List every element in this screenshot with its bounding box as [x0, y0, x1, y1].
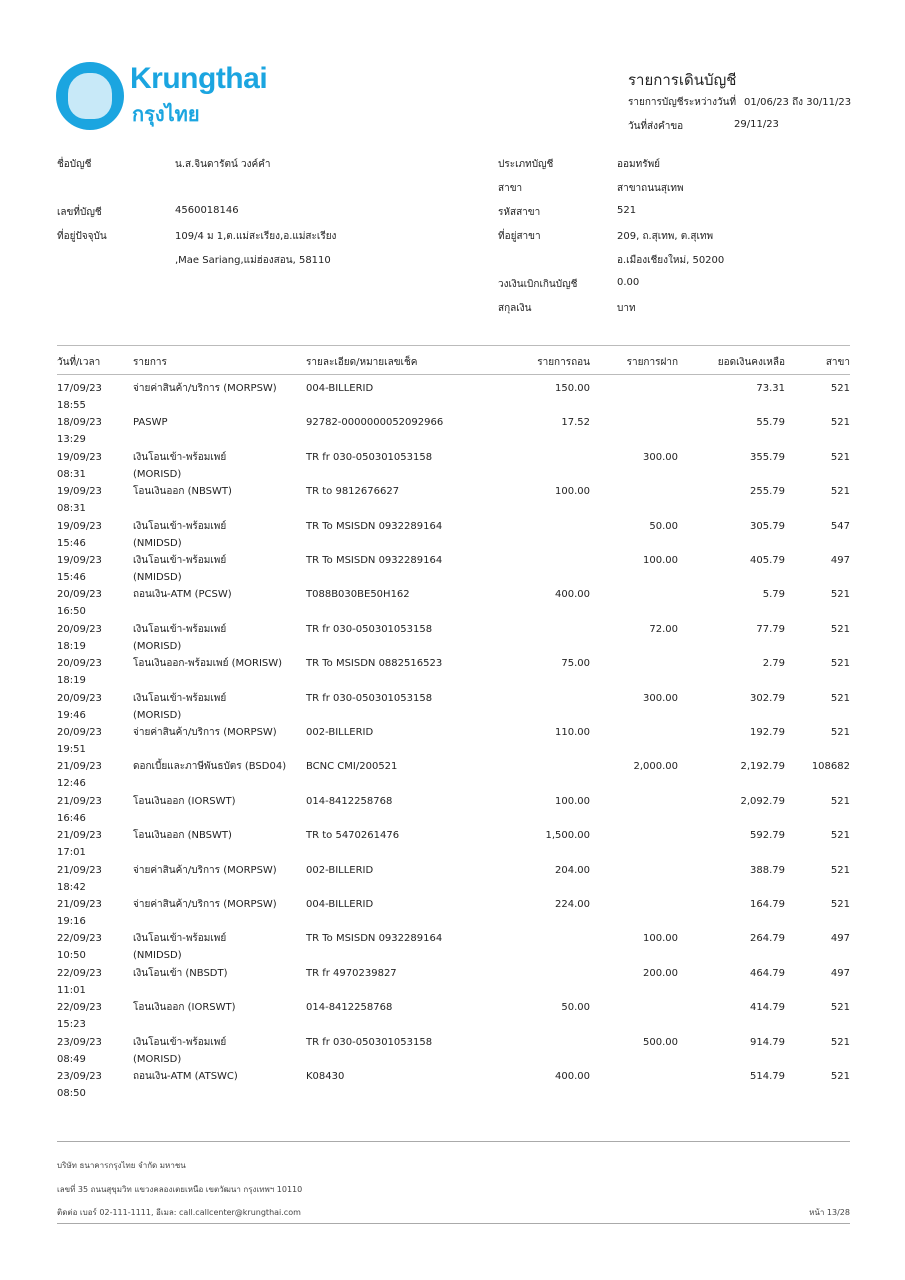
row-detail: TR to 9812676627	[306, 486, 400, 498]
row-detail: TR fr 4970239827	[306, 967, 397, 979]
row-description: โอนเงินออก (IORSWT)	[133, 795, 236, 807]
request-date-value: 29/11/23	[734, 119, 779, 130]
row-detail: T088B030BE50H162	[306, 589, 410, 601]
row-branch: 497	[830, 933, 850, 945]
table-row	[57, 999, 850, 1033]
row-date: 19/09/23	[57, 520, 102, 532]
row-branch: 521	[830, 383, 850, 394]
row-balance: 77.79	[756, 623, 785, 635]
row-balance: 305.79	[750, 520, 785, 532]
row-detail: BCNC CMI/200521	[306, 761, 398, 773]
row-branch: 521	[830, 692, 850, 704]
table-row	[57, 793, 850, 827]
row-description-code: (NMIDSD)	[133, 537, 182, 549]
page-number: หน้า 13/28	[809, 1208, 850, 1217]
footer-address: เลขที่ 35 ถนนสุขุมวิท แขวงคลองเตยเหนือ เขตวัฒนา กรุงเทพฯ 10110	[57, 1185, 303, 1194]
row-withdraw: 100.00	[555, 486, 590, 498]
row-description-code: (MORISD)	[133, 1053, 182, 1065]
row-branch: 521	[830, 658, 850, 670]
row-time: 19:51	[57, 744, 86, 755]
table-row	[57, 1034, 850, 1068]
branch-code: 521	[617, 205, 637, 216]
row-time: 16:46	[57, 812, 86, 824]
row-description: เงินโอนเข้า-พร้อมเพย์	[133, 451, 227, 463]
row-branch: 521	[830, 795, 850, 807]
branch-code-label: รหัสสาขา	[498, 207, 541, 218]
row-time: 10:50	[57, 950, 86, 962]
row-description: PASWP	[133, 417, 168, 429]
row-detail: TR to 5470261476	[306, 830, 400, 842]
table-row	[57, 758, 850, 792]
row-description: จ่ายค่าสินค้า/บริการ (MORPSW)	[133, 727, 277, 738]
brand-name-en: Krungthai	[130, 62, 268, 95]
row-withdraw: 110.00	[555, 727, 590, 738]
row-withdraw: 100.00	[555, 795, 590, 807]
row-time: 17:01	[57, 847, 86, 859]
row-deposit: 100.00	[643, 555, 678, 566]
row-date: 18/09/23	[57, 417, 102, 429]
row-branch: 521	[830, 864, 850, 876]
row-date: 23/09/23	[57, 1036, 102, 1048]
account-type-label: ประเภทบัญชี	[498, 159, 554, 170]
row-balance: 2,192.79	[740, 761, 785, 773]
row-withdraw: 204.00	[555, 864, 590, 876]
row-branch: 521	[830, 451, 850, 463]
row-time: 19:46	[57, 709, 86, 721]
row-time: 18:42	[57, 881, 86, 893]
row-description: เงินโอนเข้า-พร้อมเพย์	[133, 1036, 227, 1048]
request-date-label: วันที่ส่งคำขอ	[628, 121, 684, 132]
row-description-code: (NMIDSD)	[133, 572, 182, 583]
header-desc: รายการ	[133, 357, 167, 368]
currency-label: สกุลเงิน	[498, 303, 532, 314]
row-branch: 108682	[811, 761, 850, 773]
row-detail: TR fr 030-050301053158	[306, 692, 433, 704]
row-time: 12:46	[57, 778, 86, 790]
row-date: 20/09/23	[57, 658, 102, 670]
row-deposit: 2,000.00	[633, 761, 678, 773]
row-time: 18:19	[57, 640, 86, 652]
row-description: ถอนเงิน-ATM (PCSW)	[133, 589, 232, 601]
row-description-code: (MORISD)	[133, 468, 182, 480]
row-time: 08:49	[57, 1053, 86, 1065]
row-time: 15:23	[57, 1019, 86, 1031]
row-date: 22/09/23	[57, 1002, 102, 1014]
footer-contact: ติดต่อ เบอร์ 02-111-1111, อีเมล: call.callcenter@krungthai.com	[57, 1208, 301, 1217]
row-branch: 521	[830, 417, 850, 429]
address-line-2: ,Mae Sariang,แม่ฮ่องสอน, 58110	[175, 255, 331, 266]
row-description: โอนเงินออก (IORSWT)	[133, 1002, 236, 1014]
account-type: ออมทรัพย์	[617, 159, 661, 170]
row-description: เงินโอนเข้า-พร้อมเพย์	[133, 555, 227, 566]
row-detail: 004-BILLERID	[306, 899, 374, 910]
footer-company: บริษัท ธนาคารกรุงไทย จำกัด มหาชน	[57, 1161, 186, 1170]
header-date: วันที่/เวลา	[57, 357, 101, 368]
table-row	[57, 690, 850, 724]
row-balance: 255.79	[750, 486, 785, 498]
row-balance: 514.79	[750, 1071, 785, 1082]
table-row	[57, 930, 850, 964]
row-date: 22/09/23	[57, 933, 102, 945]
branch-address-label: ที่อยู่สาขา	[498, 231, 541, 242]
row-detail: TR fr 030-050301053158	[306, 451, 433, 463]
row-description: เงินโอนเข้า (NBSDT)	[133, 967, 228, 979]
table-row	[57, 586, 850, 620]
row-time: 18:55	[57, 400, 86, 411]
account-number: 4560018146	[175, 205, 239, 216]
row-time: 18:19	[57, 675, 86, 687]
table-row	[57, 483, 850, 517]
table-row	[57, 552, 850, 586]
row-balance: 464.79	[750, 967, 785, 979]
row-branch: 497	[830, 967, 850, 979]
table-row	[57, 518, 850, 552]
row-date: 22/09/23	[57, 967, 102, 979]
row-date: 21/09/23	[57, 864, 102, 876]
row-description: เงินโอนเข้า-พร้อมเพย์	[133, 933, 227, 945]
table-header	[57, 345, 850, 375]
row-description: เงินโอนเข้า-พร้อมเพย์	[133, 692, 227, 704]
table-row	[57, 965, 850, 999]
currency: บาท	[617, 303, 636, 314]
account-name-label: ชื่อบัญชี	[57, 159, 92, 170]
row-time: 08:31	[57, 503, 86, 515]
row-time: 15:46	[57, 537, 86, 549]
brand-name-th: กรุงไทย	[132, 102, 200, 126]
row-time: 19:16	[57, 916, 86, 927]
header-withdraw: รายการถอน	[537, 357, 590, 368]
row-detail: 92782-0000000052092966	[306, 417, 444, 429]
row-time: 08:50	[57, 1088, 86, 1099]
row-balance: 2.79	[762, 658, 785, 670]
row-detail: 002-BILLERID	[306, 727, 374, 738]
overdraft: 0.00	[617, 277, 640, 288]
row-description-code: (NMIDSD)	[133, 950, 182, 962]
row-detail: 014-8412258768	[306, 1002, 393, 1014]
row-withdraw: 75.00	[561, 658, 590, 670]
row-withdraw: 17.52	[561, 417, 590, 429]
row-deposit: 300.00	[643, 692, 678, 704]
row-withdraw: 400.00	[555, 1071, 590, 1082]
row-description: จ่ายค่าสินค้า/บริการ (MORPSW)	[133, 383, 277, 394]
row-description: ถอนเงิน-ATM (ATSWC)	[133, 1071, 238, 1082]
table-row	[57, 414, 850, 448]
row-date: 21/09/23	[57, 761, 102, 773]
address-label: ที่อยู่ปัจจุบัน	[57, 231, 107, 242]
row-description-code: (MORISD)	[133, 640, 182, 652]
row-withdraw: 400.00	[555, 589, 590, 601]
period-value: 01/06/23 ถึง 30/11/23	[744, 97, 852, 108]
row-balance: 164.79	[750, 899, 785, 910]
row-balance: 264.79	[750, 933, 785, 945]
row-date: 20/09/23	[57, 623, 102, 635]
row-date: 19/09/23	[57, 451, 102, 463]
row-branch: 521	[830, 899, 850, 910]
row-balance: 5.79	[762, 589, 785, 601]
row-detail: TR fr 030-050301053158	[306, 1036, 433, 1048]
row-branch: 521	[830, 1036, 850, 1048]
period-label: รายการบัญชีระหว่างวันที่	[628, 97, 737, 108]
table-row	[57, 862, 850, 896]
row-branch: 547	[830, 520, 850, 532]
table-row	[57, 896, 850, 930]
row-balance: 192.79	[750, 727, 785, 738]
row-deposit: 300.00	[643, 451, 678, 463]
row-branch: 521	[830, 486, 850, 498]
row-date: 20/09/23	[57, 589, 102, 601]
row-time: 15:46	[57, 572, 86, 583]
row-detail: 014-8412258768	[306, 795, 393, 807]
row-time: 13:29	[57, 434, 86, 446]
row-deposit: 50.00	[649, 520, 678, 532]
table-row	[57, 621, 850, 655]
header-branch: สาขา	[825, 357, 850, 368]
row-balance: 73.31	[756, 383, 785, 394]
row-detail: 002-BILLERID	[306, 864, 374, 876]
row-time: 16:50	[57, 606, 86, 618]
row-branch: 497	[830, 555, 850, 566]
branch: สาขาถนนสุเทพ	[617, 183, 684, 194]
row-date: 21/09/23	[57, 795, 102, 807]
branch-address-1: 209, ถ.สุเทพ, ต.สุเทพ	[617, 231, 714, 242]
row-detail: TR To MSISDN 0932289164	[306, 555, 443, 566]
row-branch: 521	[830, 1071, 850, 1082]
row-branch: 521	[830, 830, 850, 842]
row-description: โอนเงินออก (NBSWT)	[133, 486, 232, 498]
row-balance: 405.79	[750, 555, 785, 566]
row-deposit: 100.00	[643, 933, 678, 945]
row-detail: TR To MSISDN 0932289164	[306, 933, 443, 945]
row-withdraw: 224.00	[555, 899, 590, 910]
row-date: 23/09/23	[57, 1071, 102, 1082]
row-date: 21/09/23	[57, 899, 102, 910]
row-description: จ่ายค่าสินค้า/บริการ (MORPSW)	[133, 864, 277, 876]
table-row	[57, 380, 850, 414]
account-name: น.ส.จินดารัตน์ วงค์คำ	[175, 159, 271, 170]
row-balance: 388.79	[750, 864, 785, 876]
row-balance: 592.79	[750, 830, 785, 842]
table-row	[57, 827, 850, 861]
row-balance: 302.79	[750, 692, 785, 704]
row-time: 11:01	[57, 984, 86, 996]
header-balance: ยอดเงินคงเหลือ	[717, 357, 785, 368]
row-date: 19/09/23	[57, 486, 102, 498]
branch-label: สาขา	[498, 183, 523, 194]
row-description-code: (MORISD)	[133, 709, 182, 721]
row-description: เงินโอนเข้า-พร้อมเพย์	[133, 520, 227, 532]
row-branch: 521	[830, 623, 850, 635]
row-description: โอนเงินออก (NBSWT)	[133, 830, 232, 842]
row-balance: 55.79	[756, 417, 785, 429]
row-deposit: 72.00	[649, 623, 678, 635]
table-row	[57, 724, 850, 758]
row-description: โอนเงินออก-พร้อมเพย์ (MORISW)	[133, 658, 283, 670]
row-date: 17/09/23	[57, 383, 102, 394]
row-balance: 2,092.79	[740, 795, 785, 807]
table-row	[57, 449, 850, 483]
row-detail: TR To MSISDN 0882516523	[306, 658, 443, 670]
row-date: 19/09/23	[57, 555, 102, 566]
row-deposit: 500.00	[643, 1036, 678, 1048]
overdraft-label: วงเงินเบิกเกินบัญชี	[498, 279, 578, 290]
table-row	[57, 655, 850, 689]
row-withdraw: 150.00	[555, 383, 590, 394]
row-balance: 914.79	[750, 1036, 785, 1048]
row-time: 08:31	[57, 468, 86, 480]
row-branch: 521	[830, 727, 850, 738]
row-withdraw: 50.00	[561, 1002, 590, 1014]
row-withdraw: 1,500.00	[545, 830, 590, 842]
row-description: จ่ายค่าสินค้า/บริการ (MORPSW)	[133, 899, 277, 910]
row-branch: 521	[830, 1002, 850, 1014]
footer-divider-bottom	[57, 1223, 850, 1224]
row-branch: 521	[830, 589, 850, 601]
header-deposit: รายการฝาก	[626, 357, 678, 368]
address-line-1: 109/4 ม 1,ต.แม่สะเรียง,อ.แม่สะเรียง	[175, 231, 337, 242]
row-deposit: 200.00	[643, 967, 678, 979]
row-detail: K08430	[306, 1071, 345, 1082]
account-number-label: เลขที่บัญชี	[57, 207, 102, 218]
page-title: รายการเดินบัญชี	[628, 71, 737, 89]
branch-address-2: อ.เมืองเชียงใหม่, 50200	[617, 255, 725, 266]
row-date: 20/09/23	[57, 727, 102, 738]
row-detail: 004-BILLERID	[306, 383, 374, 394]
row-description: เงินโอนเข้า-พร้อมเพย์	[133, 623, 227, 635]
row-date: 20/09/23	[57, 692, 102, 704]
row-date: 21/09/23	[57, 830, 102, 842]
row-balance: 355.79	[750, 451, 785, 463]
row-description: ดอกเบี้ยและภาษีพันธบัตร (BSD04)	[133, 761, 287, 773]
row-detail: TR To MSISDN 0932289164	[306, 520, 443, 532]
row-detail: TR fr 030-050301053158	[306, 623, 433, 635]
row-balance: 414.79	[750, 1002, 785, 1014]
krungthai-logo-icon	[56, 62, 124, 130]
header-detail: รายละเอียด/หมายเลขเช็ค	[306, 357, 418, 368]
footer-divider	[57, 1141, 850, 1142]
table-row	[57, 1068, 850, 1102]
